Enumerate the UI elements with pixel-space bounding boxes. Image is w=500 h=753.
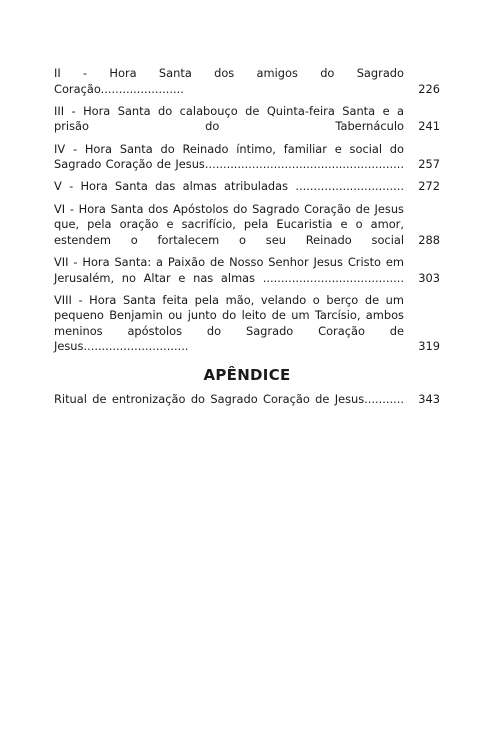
toc-entry-page: 343 xyxy=(418,392,440,407)
toc-entry-title: VIII - Hora Santa feita pela mão, velando o berço de um pequeno Benjamin ou junto do leito de um Tarcísio, ambos meninos apóstolos do Sagrado Coração de Jesus............................. xyxy=(54,292,404,354)
toc-entry xyxy=(54,142,440,173)
toc-entry-page: 241 xyxy=(418,119,440,134)
toc-entry-page: 257 xyxy=(418,157,440,172)
toc-entry-title: Ritual de entronização do Sagrado Coração de Jesus........... xyxy=(54,392,404,407)
toc-entry-page: 319 xyxy=(418,339,440,354)
toc-entry xyxy=(54,392,440,408)
toc-entry-page: 226 xyxy=(418,81,440,96)
table-of-contents xyxy=(54,66,440,414)
toc-entry-page: 303 xyxy=(418,270,440,285)
toc-entry xyxy=(54,202,440,249)
toc-entry-title: II - Hora Santa dos amigos do Sagrado Coração....................... xyxy=(54,66,404,96)
toc-entry-page: 288 xyxy=(418,232,440,247)
toc-entry-title: VII - Hora Santa: a Paixão de Nosso Senhor Jesus Cristo em Jerusalém, no Altar e nas almas ....................................... xyxy=(54,254,404,285)
toc-entry xyxy=(54,179,440,195)
toc-entry-title: IV - Hora Santa do Reinado íntimo, familiar e social do Sagrado Coração de Jesus....................................................... xyxy=(54,141,404,172)
toc-entry xyxy=(54,104,440,135)
toc-entry xyxy=(54,255,440,286)
toc-entry-title: III - Hora Santa do calabouço de Quinta-feira Santa e a prisão do Tabernáculo xyxy=(54,103,404,134)
appendix-heading: APÊNDICE xyxy=(203,366,291,385)
toc-entry xyxy=(54,293,440,355)
toc-entry-page: 272 xyxy=(418,179,440,194)
toc-entry xyxy=(54,66,440,97)
toc-entry-title: VI - Hora Santa dos Apóstolos do Sagrado Coração de Jesus que, pela oração e sacrifício, pela Eucaristia e o amor, estendem o fortalecem o seu Reinado social xyxy=(54,201,404,247)
toc-entry-title: V - Hora Santa das almas atribuladas .............................. xyxy=(54,179,404,194)
